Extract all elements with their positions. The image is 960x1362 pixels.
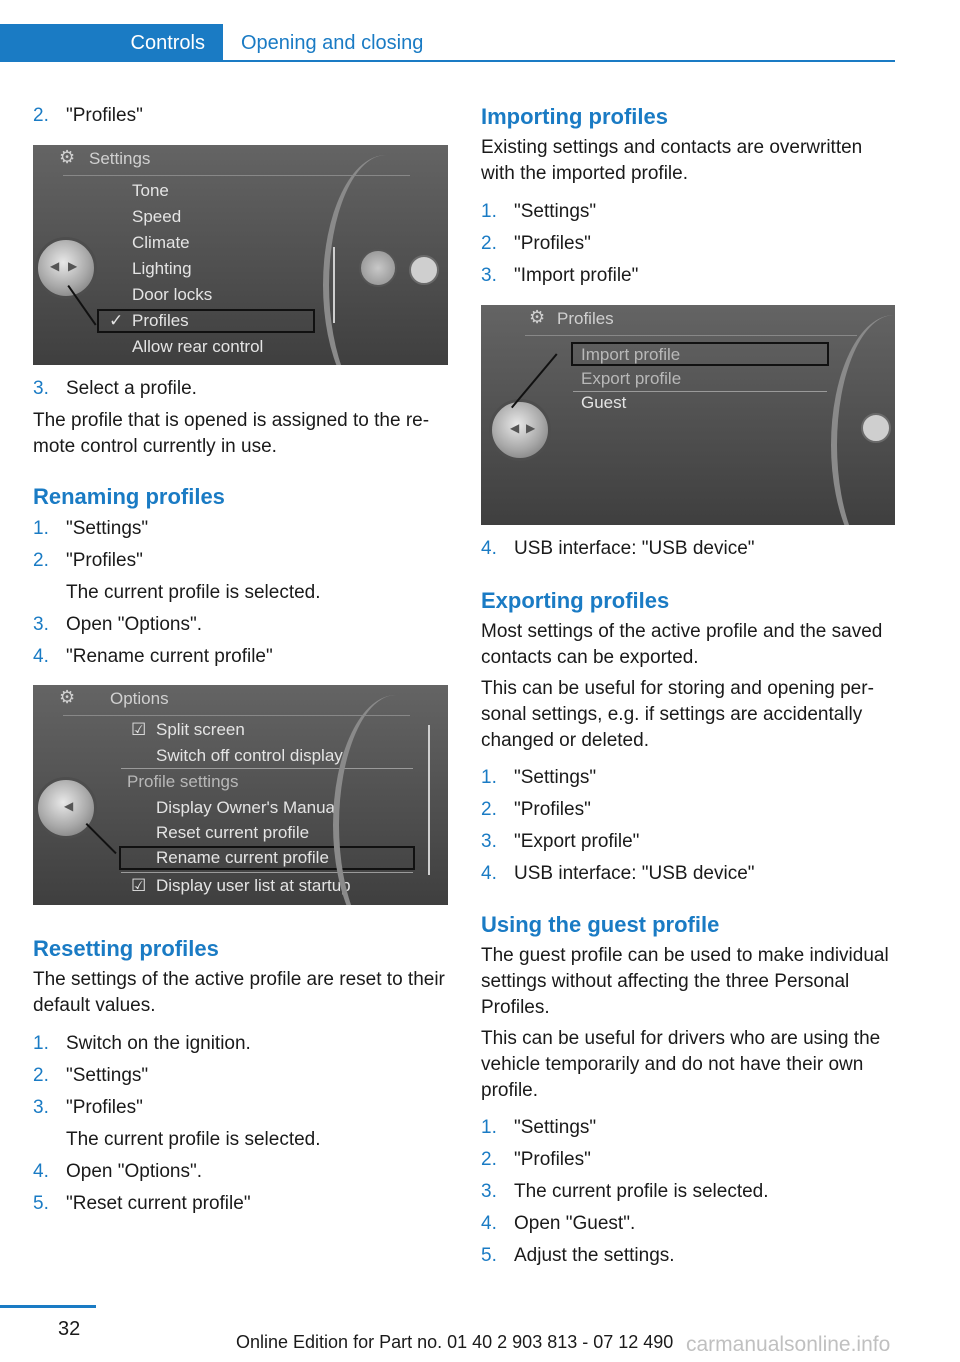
check-icon: ✓: [109, 311, 124, 330]
list-item: 3. "Export profile": [481, 831, 640, 852]
highlight-frame: [97, 309, 315, 333]
list-item: 3. The current profile is selected.: [481, 1181, 769, 1202]
gear-icon: [359, 249, 397, 287]
highlight-frame: [571, 342, 829, 366]
list-item: 4. USB interface: "USB device": [481, 863, 755, 884]
gear-icon: ⚙: [59, 687, 76, 707]
menu-section-label: Profile settings: [127, 772, 239, 791]
menu-item-selected: Rename current profile: [156, 848, 329, 867]
list-item: 4. "Rename current profile": [33, 646, 273, 667]
menu-item: Lighting: [132, 259, 192, 278]
list-item: 3. Select a profile.: [33, 378, 197, 399]
display-button-icon: [861, 413, 891, 443]
header-rule: [0, 60, 895, 62]
list-item: 3. Open "Options".: [33, 614, 203, 635]
list-item-note: The current profile is selected.: [66, 582, 321, 603]
page-number: 32: [58, 1318, 81, 1340]
list-item: 3. "Profiles": [33, 1097, 143, 1118]
list-item: 5. "Reset current profile": [33, 1193, 251, 1214]
idrive-settings-screenshot: [33, 145, 448, 365]
paragraph: Existing settings and contacts are overwritten with the imported profile.: [481, 137, 863, 184]
paragraph: This can be useful for storing and opening per‐sonal settings, e.g. if settings are accidentally changed or deleted.: [481, 678, 874, 751]
heading-resetting-profiles: Resetting profiles: [33, 936, 219, 961]
menu-item: Allow rear control: [132, 337, 264, 356]
watermark: carmanualsonline.info: [686, 1333, 891, 1356]
list-item: 1. "Settings": [481, 767, 597, 788]
controller-knob: ◀ ▶: [489, 399, 551, 461]
display-button-icon: [409, 255, 439, 285]
screen-title: Settings: [89, 149, 151, 168]
heading-guest-profile: Using the guest profile: [481, 912, 720, 937]
footer-rule: [0, 1305, 96, 1308]
list-item: 2. "Profiles": [481, 799, 591, 820]
list-item: 4. USB interface: "USB device": [481, 538, 755, 559]
menu-item: Split screen: [156, 720, 245, 739]
menu-item: Switch off control display: [156, 746, 343, 765]
list-item: 2. "Profiles": [481, 1149, 591, 1170]
heading-exporting-profiles: Exporting profiles: [481, 588, 670, 613]
menu-item-selected: Profiles: [132, 311, 189, 330]
list-item: 2. "Profiles": [33, 550, 143, 571]
edition-note: Online Edition for Part no. 01 40 2 903 813 - 07 12 490: [236, 1332, 674, 1352]
gear-icon: ⚙: [59, 147, 76, 167]
menu-item: Speed: [132, 207, 182, 226]
section-tab-opening-closing[interactable]: Opening and closing: [241, 32, 424, 54]
menu-item: Climate: [132, 233, 190, 252]
heading-renaming-profiles: Renaming profiles: [33, 484, 225, 509]
list-item: 2. "Profiles": [33, 105, 143, 126]
controller-knob: ◀: [35, 777, 97, 839]
controller-knob: ◀ ▶: [35, 237, 97, 299]
menu-item: Tone: [132, 181, 169, 200]
heading-importing-profiles: Importing profiles: [481, 104, 668, 129]
list-item: 1. "Settings": [481, 1117, 597, 1138]
gear-icon: ⚙: [529, 307, 546, 327]
idrive-profiles-screenshot: [481, 305, 895, 525]
menu-item: Export profile: [581, 369, 682, 388]
paragraph: The guest profile can be used to make individual settings without affecting the three Personal Profiles.: [481, 945, 889, 1018]
section-tab-controls[interactable]: Controls: [0, 24, 223, 62]
menu-item: Display user list at startup: [156, 876, 351, 895]
menu-item: Guest: [581, 393, 627, 412]
menu-item: Reset current profile: [156, 823, 310, 842]
list-item: 5. Adjust the settings.: [481, 1245, 675, 1266]
paragraph: The settings of the active profile are reset to their default values.: [33, 969, 445, 1016]
paragraph: Most settings of the active profile and the saved contacts can be exported.: [481, 621, 883, 668]
page-header: [0, 24, 895, 62]
menu-item: Door locks: [132, 285, 213, 304]
menu-item: Display Owner's Manual: [156, 798, 339, 817]
list-item: 4. Open "Guest".: [481, 1213, 636, 1234]
list-item: 2. "Profiles": [481, 233, 591, 254]
list-item: 1. Switch on the ignition.: [33, 1033, 251, 1054]
list-item: 1. "Settings": [33, 518, 149, 539]
list-item-note: The current profile is selected.: [66, 1129, 321, 1150]
list-item: 1. "Settings": [481, 201, 597, 222]
checkbox-icon: ☑: [131, 720, 147, 739]
checkbox-icon: ☑: [131, 876, 147, 895]
list-item: 4. Open "Options".: [33, 1161, 203, 1182]
paragraph: The profile that is opened is assigned to the re‐mote control currently in use.: [33, 410, 430, 457]
list-item: 2. "Settings": [33, 1065, 149, 1086]
menu-item-selected: Import profile: [581, 345, 681, 364]
paragraph: This can be useful for drivers who are using the vehicle temporarily and do not have their own profile.: [481, 1028, 881, 1101]
screen-title: Options: [110, 689, 169, 708]
screen-title: Profiles: [557, 309, 614, 328]
list-item: 3. "Import profile": [481, 265, 639, 286]
idrive-options-screenshot: [33, 685, 448, 905]
